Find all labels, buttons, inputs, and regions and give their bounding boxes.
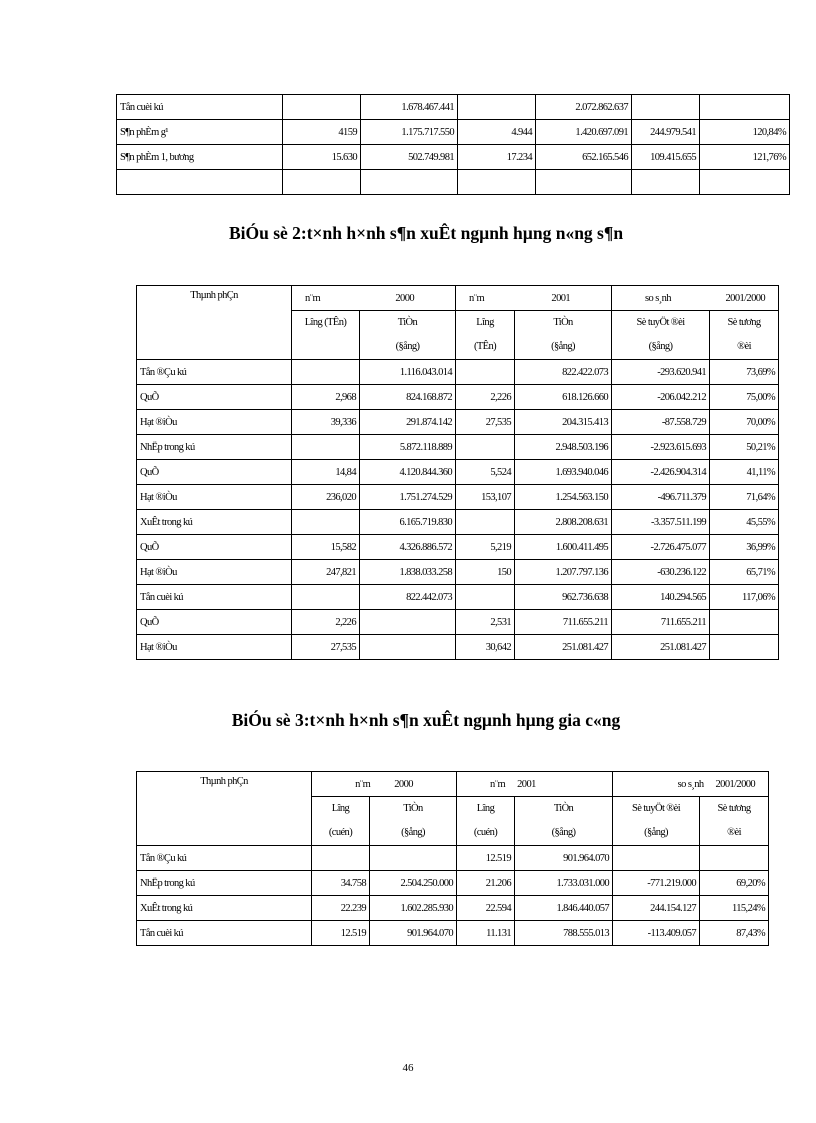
table-cell: 75,00%: [710, 385, 779, 410]
table-cell: 2.072.862.637: [536, 95, 632, 120]
row-label: Tån ®Çu kú: [137, 846, 312, 871]
table-2: [136, 285, 779, 660]
table-cell: 962.736.638: [515, 585, 612, 610]
table-cell: 4.326.886.572: [360, 535, 456, 560]
table-cell: 251.081.427: [515, 635, 612, 660]
table-cell: 1.693.940.046: [515, 460, 612, 485]
header-tien-1: TiÒn (§ång): [360, 311, 456, 360]
heading-table-2: BiÓu sè 2:t×nh h×nh s¶n xuÊt ngµnh hµng n«ng s¶n: [228, 223, 624, 243]
table-cell: [292, 585, 360, 610]
table-row: [117, 95, 790, 120]
row-label: Tån cuèi kú: [137, 921, 312, 946]
table-cell: [632, 170, 700, 195]
table-cell: [292, 435, 360, 460]
table-cell: 15,582: [292, 535, 360, 560]
table-cell: [710, 610, 779, 635]
page-number: 46: [402, 1062, 414, 1074]
row-label: QuÕ: [137, 535, 292, 560]
table-cell: 2.808.208.631: [515, 510, 612, 535]
table-cell: 1.751.274.529: [360, 485, 456, 510]
table-cell: 204.315.413: [515, 410, 612, 435]
table-cell: 1.207.797.136: [515, 560, 612, 585]
row-label: XuÊt trong kú: [137, 510, 292, 535]
table-cell: 4.120.844.360: [360, 460, 456, 485]
table-row: [137, 485, 779, 510]
table-cell: 1.678.467.441: [361, 95, 458, 120]
row-label: XuÊt trong kú: [137, 896, 312, 921]
table-row: [117, 145, 790, 170]
table-cell: 73,69%: [710, 360, 779, 385]
table-cell: 1.420.697.091: [536, 120, 632, 145]
table-cell: [312, 846, 370, 871]
table-cell: 1.116.043.014: [360, 360, 456, 385]
table-cell: 22.239: [312, 896, 370, 921]
table-cell: -293.620.941: [612, 360, 710, 385]
table-cell: [292, 510, 360, 535]
table-cell: [360, 635, 456, 660]
header-item: Thµnh phÇn: [137, 286, 292, 360]
row-label: QuÕ: [137, 610, 292, 635]
table-row: [117, 170, 790, 195]
table-cell: [700, 846, 769, 871]
table-cell: [536, 170, 632, 195]
table-row: [137, 385, 779, 410]
table-row: [137, 921, 769, 946]
header-tien-2: TiÒn (§ång): [515, 797, 613, 846]
table-cell: 2.948.503.196: [515, 435, 612, 460]
table-cell: 27,535: [456, 410, 515, 435]
row-label: NhËp trong kú: [137, 435, 292, 460]
table-cell: 1.254.563.150: [515, 485, 612, 510]
table-cell: 502.749.981: [361, 145, 458, 170]
header-tuong-doi: Sè tương ®èi: [710, 311, 779, 360]
table-row: [137, 635, 779, 660]
table-2-header-row-1: [137, 286, 779, 311]
table-cell: [613, 846, 700, 871]
table-cell: 120,84%: [700, 120, 790, 145]
row-label: Hạt ®iÒu: [137, 635, 292, 660]
table-cell: 2,968: [292, 385, 360, 410]
table-1: [116, 94, 790, 195]
table-cell: 2,531: [456, 610, 515, 635]
table-3: [136, 771, 769, 946]
table-cell: 822.422.073: [515, 360, 612, 385]
row-label: Hạt ®iÒu: [137, 410, 292, 435]
table-cell: 12.519: [312, 921, 370, 946]
table-row: [137, 510, 779, 535]
header-year-2000: n¨m 2000: [312, 772, 457, 797]
table-cell: -2.726.475.077: [612, 535, 710, 560]
table-cell: 21.206: [457, 871, 515, 896]
table-row: [137, 871, 769, 896]
table-cell: [700, 170, 790, 195]
table-cell: 1.838.033.258: [360, 560, 456, 585]
table-2-body: [137, 286, 779, 660]
row-label: QuÕ: [137, 460, 292, 485]
table-cell: [456, 585, 515, 610]
table-cell: 70,00%: [710, 410, 779, 435]
table-cell: -771.219.000: [613, 871, 700, 896]
table-cell: 244.979.541: [632, 120, 700, 145]
table-cell: 153,107: [456, 485, 515, 510]
table-row: [137, 460, 779, 485]
row-label: Tån cuèi kú: [137, 585, 292, 610]
table-cell: [292, 360, 360, 385]
table-cell: 291.874.142: [360, 410, 456, 435]
row-label: Hạt ®iÒu: [137, 560, 292, 585]
table-row: [117, 120, 790, 145]
table-cell: 711.655.211: [515, 610, 612, 635]
table-cell: 251.081.427: [612, 635, 710, 660]
table-cell: 2,226: [456, 385, 515, 410]
table-cell: -206.042.212: [612, 385, 710, 410]
header-luong-2: Lîng (TÊn): [456, 311, 515, 360]
header-compare: so s¸nh 2001/2000: [613, 772, 769, 797]
table-cell: -2.923.615.693: [612, 435, 710, 460]
table-cell: 115,24%: [700, 896, 769, 921]
table-cell: 901.964.070: [370, 921, 457, 946]
table-cell: 6.165.719.830: [360, 510, 456, 535]
table-cell: [370, 846, 457, 871]
table-cell: 34.758: [312, 871, 370, 896]
row-label: Hạt ®iÒu: [137, 485, 292, 510]
table-row: [137, 360, 779, 385]
table-cell: 117,06%: [710, 585, 779, 610]
table-cell: 150: [456, 560, 515, 585]
table-cell: 5,524: [456, 460, 515, 485]
table-row: [137, 410, 779, 435]
header-luong-1: Lîng (cuén): [312, 797, 370, 846]
table-row: [137, 846, 769, 871]
table-cell: 788.555.013: [515, 921, 613, 946]
table-cell: 27,535: [292, 635, 360, 660]
table-cell: 5,219: [456, 535, 515, 560]
table-row: [137, 896, 769, 921]
table-cell: [283, 170, 361, 195]
table-cell: 244.154.127: [613, 896, 700, 921]
header-tien-1: TiÒn (§ång): [370, 797, 457, 846]
row-label: Tån cuèi kú: [117, 95, 283, 120]
table-cell: [360, 610, 456, 635]
table-cell: 30,642: [456, 635, 515, 660]
table-cell: 652.165.546: [536, 145, 632, 170]
table-cell: 618.126.660: [515, 385, 612, 410]
table-cell: 1.602.285.930: [370, 896, 457, 921]
table-cell: 1.733.031.000: [515, 871, 613, 896]
table-cell: 11.131: [457, 921, 515, 946]
header-luong-1: Lîng (TÊn): [292, 311, 360, 360]
table-cell: 45,55%: [710, 510, 779, 535]
table-cell: [710, 635, 779, 660]
row-label: S¶n phÈm g¹: [117, 120, 283, 145]
table-cell: [283, 95, 361, 120]
table-cell: 69,20%: [700, 871, 769, 896]
table-cell: -87.558.729: [612, 410, 710, 435]
table-cell: 5.872.118.889: [360, 435, 456, 460]
table-cell: 824.168.872: [360, 385, 456, 410]
header-tien-2: TiÒn (§ång): [515, 311, 612, 360]
table-cell: [458, 170, 536, 195]
table-row: [137, 435, 779, 460]
table-cell: 1.175.717.550: [361, 120, 458, 145]
table-cell: [700, 95, 790, 120]
table-cell: 39,336: [292, 410, 360, 435]
table-cell: 2.504.250.000: [370, 871, 457, 896]
table-cell: [361, 170, 458, 195]
table-cell: 14,84: [292, 460, 360, 485]
table-cell: [456, 360, 515, 385]
header-tuong-doi: Sè tương ®èi: [700, 797, 769, 846]
table-cell: 71,64%: [710, 485, 779, 510]
table-cell: 2,226: [292, 610, 360, 635]
table-cell: 140.294.565: [612, 585, 710, 610]
table-cell: 236,020: [292, 485, 360, 510]
table-cell: -113.409.057: [613, 921, 700, 946]
row-label: Tån ®Çu kú: [137, 360, 292, 385]
table-cell: 41,11%: [710, 460, 779, 485]
table-row: [137, 560, 779, 585]
table-row: [137, 535, 779, 560]
table-row: [137, 585, 779, 610]
table-cell: -2.426.904.314: [612, 460, 710, 485]
table-row: [137, 610, 779, 635]
table-cell: 1.600.411.495: [515, 535, 612, 560]
table-cell: 247,821: [292, 560, 360, 585]
row-label: QuÕ: [137, 385, 292, 410]
table-cell: [456, 510, 515, 535]
table-cell: 22.594: [457, 896, 515, 921]
table-cell: 4159: [283, 120, 361, 145]
table-cell: -630.236.122: [612, 560, 710, 585]
header-year-2000: n¨m 2000: [292, 286, 456, 311]
table-cell: [458, 95, 536, 120]
table-cell: 50,21%: [710, 435, 779, 460]
table-cell: 4.944: [458, 120, 536, 145]
table-cell: 12.519: [457, 846, 515, 871]
heading-table-3: BiÓu sè 3:t×nh h×nh s¶n xuÊt ngµnh hµng gia c«ng: [231, 710, 621, 730]
table-3-header-row-1: [137, 772, 769, 797]
header-luong-2: Lîng (cuén): [457, 797, 515, 846]
table-cell: -496.711.379: [612, 485, 710, 510]
table-1-body: [117, 95, 790, 195]
table-cell: 711.655.211: [612, 610, 710, 635]
table-cell: 87,43%: [700, 921, 769, 946]
header-tuyet-doi: Sè tuyÖt ®èi (§ång): [612, 311, 710, 360]
row-label: NhËp trong kú: [137, 871, 312, 896]
table-cell: 121,76%: [700, 145, 790, 170]
header-item: Thµnh phÇn: [137, 772, 312, 846]
header-tuyet-doi: Sè tuyÖt ®èi (§ång): [613, 797, 700, 846]
table-cell: 109.415.655: [632, 145, 700, 170]
table-cell: [632, 95, 700, 120]
table-cell: 36,99%: [710, 535, 779, 560]
table-cell: 1.846.440.057: [515, 896, 613, 921]
header-year-2001: n¨m 2001: [457, 772, 613, 797]
row-label: S¶n phÈm 1, bương: [117, 145, 283, 170]
table-cell: 822.442.073: [360, 585, 456, 610]
table-cell: -3.357.511.199: [612, 510, 710, 535]
table-cell: 65,71%: [710, 560, 779, 585]
table-cell: 17.234: [458, 145, 536, 170]
row-label: [117, 170, 283, 195]
table-3-body: [137, 772, 769, 946]
header-compare: so s¸nh 2001/2000: [612, 286, 779, 311]
table-cell: 901.964.070: [515, 846, 613, 871]
table-cell: 15.630: [283, 145, 361, 170]
table-cell: [456, 435, 515, 460]
header-year-2001: n¨m 2001: [456, 286, 612, 311]
